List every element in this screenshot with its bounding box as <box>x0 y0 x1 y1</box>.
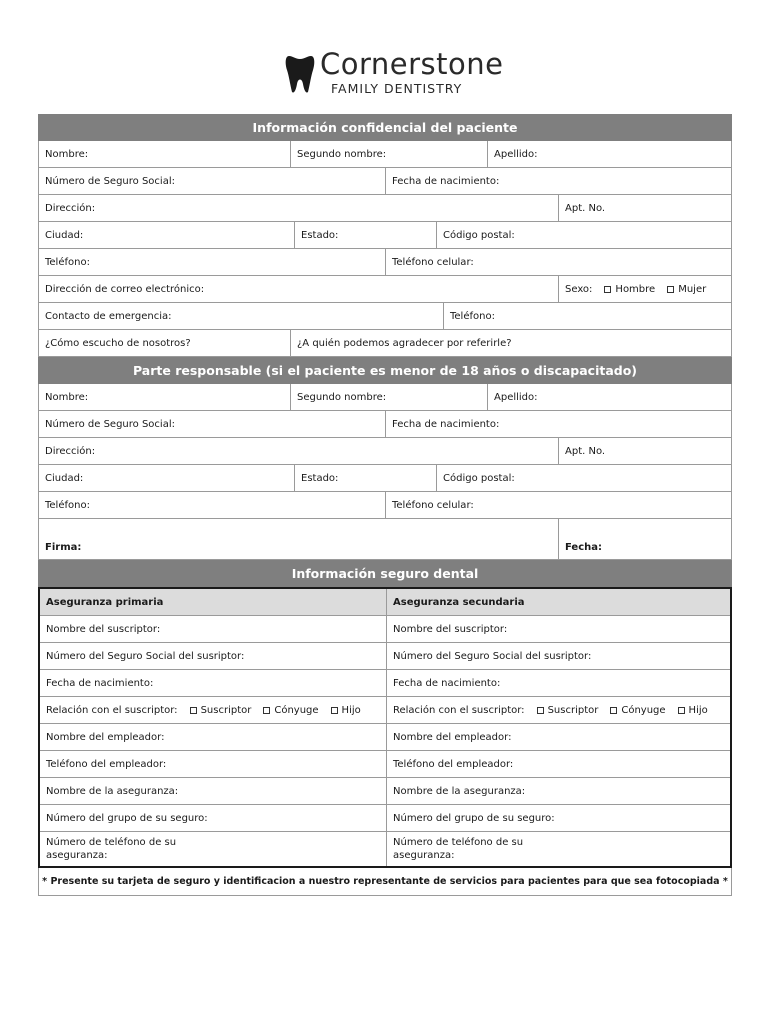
patient-city-field[interactable]: Ciudad: <box>39 222 295 248</box>
patient-cell-field[interactable]: Teléfono celular: <box>392 256 474 268</box>
resp-cell-field[interactable]: Teléfono celular: <box>392 499 474 511</box>
patient-address-field[interactable]: Dirección: <box>39 195 559 221</box>
sex-male-option[interactable] <box>604 284 655 295</box>
patient-apt-field[interactable]: Apt. No. <box>565 202 606 214</box>
primary-group-number-field[interactable]: Número del grupo de su seguro: <box>40 805 387 831</box>
patient-form <box>38 114 732 896</box>
secondary-employer-phone-field[interactable]: Teléfono del empleador: <box>393 758 514 770</box>
insurer-phone-label-line1: Número de teléfono de su <box>46 837 177 848</box>
referral-source-field[interactable]: ¿Cómo escucho de nosotros? <box>39 330 291 356</box>
resp-address-field[interactable]: Dirección: <box>39 438 559 464</box>
emergency-phone-field[interactable]: Teléfono: <box>450 310 495 322</box>
patient-sex-field <box>559 276 731 302</box>
rel-subscriber-label: Suscriptor <box>200 704 252 716</box>
secondary-employer-field[interactable]: Nombre del empleador: <box>393 731 512 743</box>
primary-relationship-field <box>40 697 387 723</box>
primary-birthdate-field[interactable]: Fecha de nacimiento: <box>40 670 387 696</box>
checkbox-icon[interactable] <box>331 707 338 714</box>
insurer-phone-label-line2: aseguranza: <box>46 850 108 861</box>
logo <box>0 47 770 100</box>
brand-name: Cornerstone <box>320 47 504 81</box>
patient-email-field[interactable]: Dirección de correo electrónico: <box>39 276 559 302</box>
secondary-relationship-field <box>387 697 730 723</box>
secondary-subscriber-field[interactable]: Nombre del suscriptor: <box>393 623 508 635</box>
secondary-insurer-phone-field[interactable] <box>387 832 730 866</box>
relationship-label: Relación con el suscriptor: <box>46 704 178 716</box>
sex-female-label: Mujer <box>678 283 707 295</box>
rel-child-option[interactable] <box>678 705 708 716</box>
resp-ssn-field[interactable]: Número de Seguro Social: <box>39 411 386 437</box>
section-header-patient: Información confidencial del paciente <box>38 114 732 141</box>
insurer-phone-label-line1: Número de teléfono de su <box>393 837 524 848</box>
secondary-insurance-heading: Aseguranza secundaria <box>393 596 525 608</box>
referrer-field[interactable]: ¿A quién podemos agradecer por referirle? <box>297 337 512 349</box>
checkbox-icon[interactable] <box>610 707 617 714</box>
resp-zip-field[interactable]: Código postal: <box>443 472 515 484</box>
resp-state-field[interactable]: Estado: <box>295 465 437 491</box>
resp-birthdate-field[interactable]: Fecha de nacimiento: <box>392 418 500 430</box>
primary-insurer-phone-field[interactable] <box>40 832 387 866</box>
rel-child-label: Hijo <box>341 704 361 716</box>
tooth-icon <box>285 54 315 94</box>
resp-phone-field[interactable]: Teléfono: <box>39 492 386 518</box>
emergency-contact-field[interactable]: Contacto de emergencia: <box>39 303 444 329</box>
resp-apt-field[interactable]: Apt. No. <box>565 445 606 457</box>
resp-city-field[interactable]: Ciudad: <box>39 465 295 491</box>
patient-first-name-field[interactable]: Nombre: <box>39 141 291 167</box>
insurance-table <box>38 587 732 868</box>
checkbox-icon[interactable] <box>190 707 197 714</box>
insurer-phone-label-line2: aseguranza: <box>393 850 455 861</box>
rel-spouse-label: Cónyuge <box>274 704 319 716</box>
rel-spouse-label: Cónyuge <box>621 704 666 716</box>
rel-spouse-option[interactable] <box>610 705 665 716</box>
resp-middle-name-field[interactable]: Segundo nombre: <box>291 384 488 410</box>
rel-subscriber-label: Suscriptor <box>547 704 599 716</box>
brand-subtitle: FAMILY DENTISTRY <box>331 81 463 96</box>
sex-label: Sexo: <box>565 283 593 295</box>
primary-insurance-heading: Aseguranza primaria <box>40 589 387 615</box>
section-header-insurance: Información seguro dental <box>38 560 732 587</box>
primary-insurer-name-field[interactable]: Nombre de la aseguranza: <box>40 778 387 804</box>
section-header-responsible: Parte responsable (si el paciente es menor de 18 años o discapacitado) <box>38 357 732 384</box>
sex-male-label: Hombre <box>615 283 656 295</box>
secondary-subscriber-ssn-field[interactable]: Número del Seguro Social del susriptor: <box>393 650 592 662</box>
primary-employer-phone-field[interactable]: Teléfono del empleador: <box>40 751 387 777</box>
secondary-group-number-field[interactable]: Número del grupo de su seguro: <box>393 812 555 824</box>
rel-child-label: Hijo <box>688 704 708 716</box>
patient-state-field[interactable]: Estado: <box>295 222 437 248</box>
patient-ssn-field[interactable]: Número de Seguro Social: <box>39 168 386 194</box>
photocopy-note: * Presente su tarjeta de seguro y identificacion a nuestro representante de servicios para pacientes para que sea fotocopiada * <box>38 868 732 896</box>
checkbox-icon[interactable] <box>604 286 611 293</box>
checkbox-icon[interactable] <box>263 707 270 714</box>
patient-last-name-field[interactable]: Apellido: <box>494 148 538 160</box>
rel-subscriber-option[interactable] <box>537 705 599 716</box>
patient-birthdate-field[interactable]: Fecha de nacimiento: <box>392 175 500 187</box>
rel-spouse-option[interactable] <box>263 705 318 716</box>
checkbox-icon[interactable] <box>537 707 544 714</box>
checkbox-icon[interactable] <box>678 707 685 714</box>
checkbox-icon[interactable] <box>667 286 674 293</box>
sex-female-option[interactable] <box>667 284 706 295</box>
resp-first-name-field[interactable]: Nombre: <box>39 384 291 410</box>
patient-zip-field[interactable]: Código postal: <box>443 229 515 241</box>
primary-employer-field[interactable]: Nombre del empleador: <box>40 724 387 750</box>
rel-child-option[interactable] <box>331 705 361 716</box>
signature-field[interactable]: Firma: <box>39 519 559 559</box>
secondary-insurer-name-field[interactable]: Nombre de la aseguranza: <box>393 785 526 797</box>
relationship-label: Relación con el suscriptor: <box>393 704 525 716</box>
signature-date-field[interactable]: Fecha: <box>565 542 603 553</box>
primary-subscriber-field[interactable]: Nombre del suscriptor: <box>40 616 387 642</box>
secondary-birthdate-field[interactable]: Fecha de nacimiento: <box>393 677 501 689</box>
resp-last-name-field[interactable]: Apellido: <box>494 391 538 403</box>
patient-phone-field[interactable]: Teléfono: <box>39 249 386 275</box>
rel-subscriber-option[interactable] <box>190 705 252 716</box>
patient-middle-name-field[interactable]: Segundo nombre: <box>291 141 488 167</box>
primary-subscriber-ssn-field[interactable]: Número del Seguro Social del susriptor: <box>40 643 387 669</box>
